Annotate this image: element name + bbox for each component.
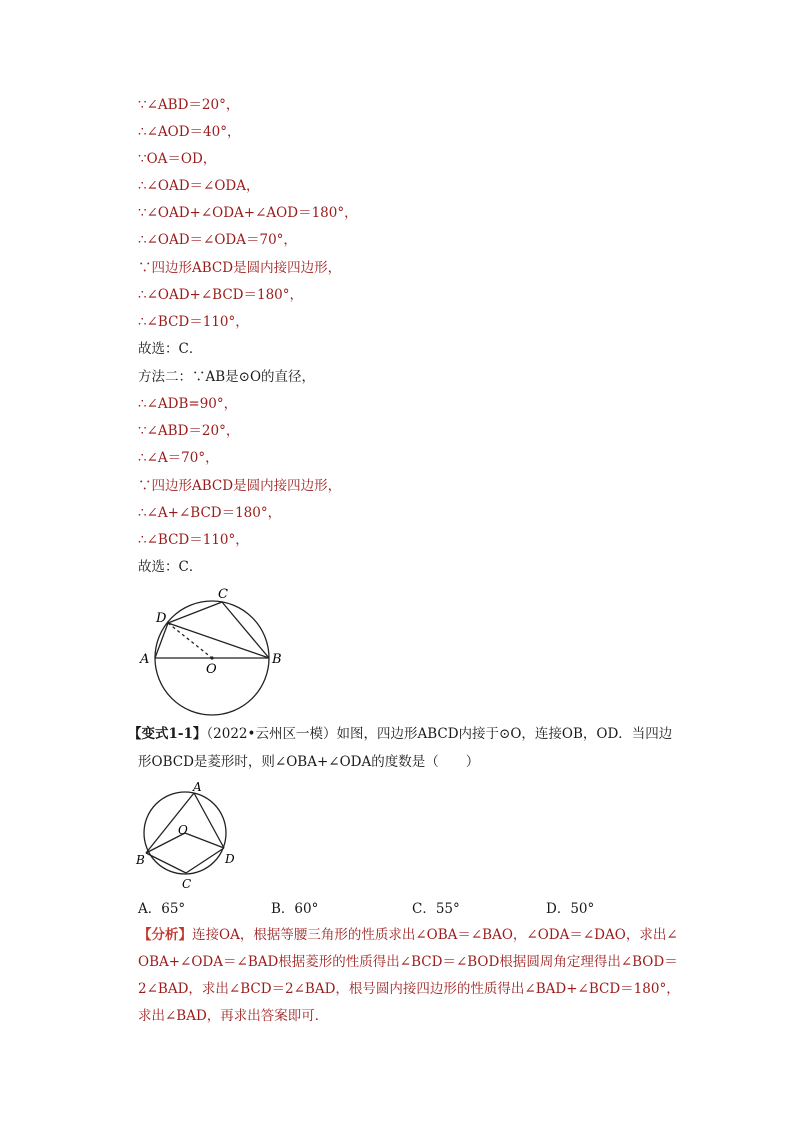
- label-c-2: C: [182, 877, 192, 891]
- solution-line-9: ∴∠BCD＝110°，: [138, 314, 249, 330]
- solution-line-13: ∵∠ABD＝20°，: [138, 423, 240, 439]
- solution-line-1: ∵∠ABD＝20°，: [138, 97, 240, 113]
- solution-line-16: ∴∠A+∠BCD＝180°，: [138, 505, 282, 521]
- segment-dc: [168, 602, 222, 623]
- solution-line-2: ∴∠AOD＝40°，: [138, 124, 241, 140]
- label-o: O: [206, 662, 217, 677]
- segment-ad-2: [194, 793, 224, 848]
- analysis-text-1: 连接OA，根据等腰三角形的性质求出∠OBA＝∠BAO，∠ODA＝∠DAO，求出∠: [192, 927, 678, 943]
- label-d: D: [156, 611, 167, 626]
- solution-line-14: ∴∠A＝70°，: [138, 450, 219, 466]
- solution-line-17: ∴∠BCD＝110°，: [138, 532, 249, 548]
- analysis-line-1: [138, 922, 678, 949]
- solution-line-5: ∵∠OAD+∠ODA+∠AOD＝180°，: [138, 205, 358, 221]
- choice-b[interactable]: B．60°: [271, 901, 319, 917]
- analysis-block: [138, 922, 678, 1030]
- variant-question-line-2: 形OBCD是菱形时，则∠OBA+∠ODA的度数是（ ）: [138, 754, 480, 770]
- label-o-2: O: [178, 823, 188, 837]
- label-a-2: A: [193, 780, 202, 794]
- segment-ad: [155, 623, 168, 658]
- figure-circle-abcd: [130, 585, 300, 720]
- variant-question-text-1: 如图，四边形ABCD内接于⊙O，连接OB，OD．当四边: [336, 726, 673, 742]
- choice-d[interactable]: D．50°: [546, 901, 595, 917]
- analysis-line-2: OBA+∠ODA＝∠BAD根据菱形的性质得出∠BCD＝∠BOD根据圆周角定理得出∠BOD＝: [138, 954, 678, 970]
- label-b-2: B: [136, 853, 145, 867]
- solution-line-4: ∴∠OAD＝∠ODA，: [138, 178, 260, 194]
- solution-line-8: ∴∠OAD+∠BCD＝180°，: [138, 287, 304, 303]
- solution-line-10: 故选：C．: [138, 341, 203, 357]
- solution-line-12: ∴∠ADB=90°，: [138, 396, 238, 412]
- label-b: B: [272, 652, 282, 667]
- solution-line-11: 方法二：∵AB是⊙O的直径，: [138, 369, 316, 385]
- variant-question-line-1: [128, 724, 688, 744]
- solution-line-7: ∵四边形ABCD是圆内接四边形，: [138, 260, 342, 276]
- segment-od: [185, 833, 224, 848]
- center-point-o: [210, 656, 213, 659]
- choice-a[interactable]: A．65°: [138, 901, 186, 917]
- figure-circle-rhombus: [133, 778, 243, 892]
- variant-source: （2022•云州区一模）: [206, 726, 337, 742]
- analysis-tag: 【分析】: [138, 927, 192, 943]
- variant-tag: 【变式1-1】: [128, 726, 207, 742]
- solution-line-3: ∵OA＝OD，: [138, 151, 217, 167]
- solution-line-18: 故选：C．: [138, 559, 203, 575]
- segment-do-dashed: [168, 623, 212, 658]
- choice-c[interactable]: C．55°: [412, 901, 460, 917]
- label-d-2: D: [225, 852, 235, 866]
- label-c: C: [218, 587, 228, 602]
- analysis-line-4: 求出∠BAD，再求出答案即可．: [138, 1008, 329, 1024]
- label-a: A: [140, 652, 150, 667]
- solution-line-15: ∵四边形ABCD是圆内接四边形，: [138, 478, 342, 494]
- solution-line-6: ∴∠OAD＝∠ODA＝70°，: [138, 232, 297, 248]
- analysis-line-3: 2∠BAD，求出∠BCD＝2∠BAD，根号圆内接四边形的性质得出∠BAD+∠BCD＝180°，: [138, 981, 680, 997]
